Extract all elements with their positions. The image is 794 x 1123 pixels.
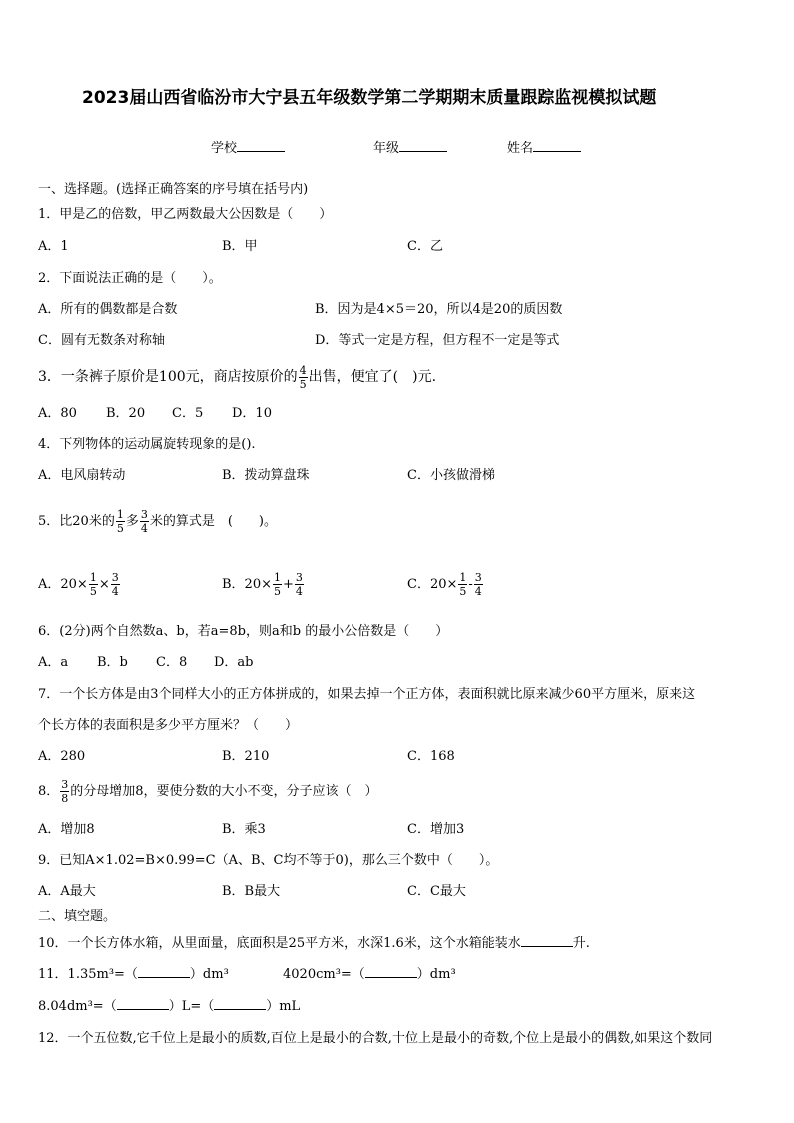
answer-blank[interactable] — [214, 1009, 266, 1010]
question-5-fraction-1 — [116, 509, 125, 534]
fraction-numerator: 3 — [111, 571, 119, 584]
question-11-text-2: ）dm³ — [189, 967, 229, 982]
question-8-option-b[interactable]: B．乘3 — [222, 822, 266, 837]
fraction-numerator: 3 — [295, 571, 303, 584]
section-heading-fill-in: 二、填空题。 — [38, 909, 117, 924]
question-1-option-c[interactable]: C．乙 — [407, 239, 443, 254]
fraction-denominator: 5 — [89, 585, 97, 598]
question-3-fraction — [299, 365, 308, 390]
question-6-option-d[interactable]: D．ab — [214, 655, 254, 670]
fraction-denominator: 4 — [111, 585, 119, 598]
question-3-option-b[interactable]: B．20 — [106, 406, 146, 421]
question-7-stem-line-2: 个长方体的表面积是多少平方厘米？（ ） — [38, 718, 299, 733]
fraction-numerator: 1 — [89, 571, 97, 584]
question-11-text-4: ）dm³ — [416, 967, 456, 982]
question-7-option-b[interactable]: B．210 — [222, 749, 270, 764]
school-field[interactable] — [211, 142, 285, 155]
question-8-option-c[interactable]: C．增加3 — [407, 822, 465, 837]
question-5-text-mid: 多 — [125, 514, 139, 529]
school-label: 学校 — [211, 141, 238, 156]
question-2-stem: 2．下面说法正确的是（ ）。 — [38, 271, 222, 286]
question-5-option-c[interactable] — [407, 568, 484, 602]
option-fraction-1 — [273, 572, 282, 597]
grade-field[interactable] — [373, 142, 447, 155]
question-8-fraction — [60, 779, 69, 804]
question-3-option-a[interactable]: A．80 — [38, 406, 77, 421]
option-fraction-1 — [458, 572, 467, 597]
question-8-text-pre: 8． — [38, 784, 60, 799]
question-1-option-b[interactable]: B．甲 — [222, 239, 258, 254]
question-11-text-5: 8.04dm³=（ — [38, 999, 117, 1014]
question-11-line-1b — [283, 968, 456, 981]
question-2-option-c[interactable]: C．圆有无数条对称轴 — [38, 333, 165, 348]
question-3-stem — [38, 360, 436, 394]
question-3-text-pre: 3．一条裤子原价是100元，商店按原价的 — [38, 369, 298, 385]
question-3-option-c[interactable]: C．5 — [172, 406, 204, 421]
question-5-text-pre: 5．比20米的 — [38, 514, 115, 529]
answer-blank[interactable] — [365, 977, 417, 978]
option-label: B．20× — [222, 577, 272, 592]
name-field[interactable] — [507, 142, 581, 155]
fraction-numerator: 1 — [116, 508, 124, 521]
question-8-text-post: 的分母增加8，要使分数的大小不变，分子应该（ ） — [70, 784, 378, 799]
fraction-denominator: 4 — [295, 585, 303, 598]
grade-blank[interactable] — [399, 151, 447, 152]
question-6-option-a[interactable]: A．a — [38, 655, 69, 670]
school-blank[interactable] — [237, 151, 285, 152]
fraction-numerator: 3 — [474, 571, 482, 584]
question-6-option-b[interactable]: B．b — [97, 655, 128, 670]
option-fraction-2 — [295, 572, 304, 597]
question-1-stem: 1．甲是乙的倍数，甲乙两数最大公因数是（ ） — [38, 207, 333, 222]
question-7-stem-line-1: 7．一个长方体是由3个同样大小的正方体拼成的，如果去掉一个正方体，表面积就比原来减少60平方厘米，原来这 — [38, 687, 696, 702]
question-8-stem — [38, 775, 378, 809]
question-11-text-7: ）mL — [266, 999, 301, 1014]
question-9-option-b[interactable]: B．B最大 — [222, 884, 281, 899]
question-7-option-c[interactable]: C．168 — [407, 749, 455, 764]
question-8-option-a[interactable]: A．增加8 — [38, 822, 95, 837]
fraction-numerator: 3 — [61, 778, 69, 791]
option-operator: - — [468, 577, 473, 592]
fraction-denominator: 4 — [474, 585, 482, 598]
option-fraction-1 — [89, 572, 98, 597]
question-5-option-a[interactable] — [38, 568, 121, 602]
fraction-numerator: 4 — [299, 363, 307, 377]
fraction-denominator: 5 — [274, 585, 281, 598]
question-4-stem: 4．下列物体的运动属旋转现象的是(). — [38, 437, 256, 452]
question-5-stem — [38, 505, 277, 539]
name-label: 姓名 — [507, 141, 534, 156]
question-9-option-a[interactable]: A．A最大 — [38, 884, 96, 899]
fraction-denominator: 5 — [116, 522, 124, 535]
question-9-stem: 9．已知A×1.02=B×0.99=C（A、B、C均不等于0)，那么三个数中（ ）。 — [38, 853, 499, 868]
question-11-text-6: ）L=（ — [168, 999, 215, 1014]
question-6-option-c[interactable]: C．8 — [156, 655, 188, 670]
option-label: C．20× — [407, 577, 458, 592]
question-2-option-b[interactable]: B．因为是4×5＝20，所以4是20的质因数 — [315, 302, 563, 317]
question-9-option-c[interactable]: C．C最大 — [407, 884, 466, 899]
fraction-denominator: 5 — [299, 377, 307, 391]
option-fraction-2 — [111, 572, 120, 597]
question-10-text-post: 升. — [572, 936, 590, 951]
answer-blank[interactable] — [521, 946, 573, 947]
option-operator: × — [98, 577, 110, 592]
grade-label: 年级 — [373, 141, 400, 156]
fraction-denominator: 5 — [459, 585, 467, 598]
name-blank[interactable] — [533, 151, 581, 152]
question-4-option-c[interactable]: C．小孩做滑梯 — [407, 468, 495, 483]
question-11-line-1 — [38, 968, 229, 981]
page-title: 2023届山西省临汾市大宁县五年级数学第二学期期末质量跟踪监视模拟试题 — [82, 88, 657, 108]
fraction-numerator: 1 — [274, 571, 281, 584]
question-5-option-b[interactable] — [222, 568, 305, 602]
fraction-numerator: 1 — [459, 571, 467, 584]
fraction-numerator: 3 — [140, 508, 148, 521]
question-11-text-3: 4020cm³=（ — [283, 967, 365, 982]
question-2-option-a[interactable]: A．所有的偶数都是合数 — [38, 302, 178, 317]
fraction-denominator: 8 — [61, 792, 69, 805]
question-12-stem-line-1: 12．一个五位数,它千位上是最小的质数,百位上是最小的合数,十位上是最小的奇数,个位上是最小的偶数,如果这个数同 — [38, 1031, 713, 1046]
option-fraction-2 — [474, 572, 483, 597]
section-heading-choice: 一、选择题。(选择正确答案的序号填在括号内) — [38, 182, 309, 197]
question-3-text-post: 出售，便宜了( )元. — [308, 369, 437, 385]
question-6-stem: 6．(2分)两个自然数a、b，若a=8b，则a和b 的最小公倍数是（ ） — [38, 624, 449, 639]
question-10-stem — [38, 937, 590, 950]
question-10-text-pre: 10．一个长方体水箱，从里面量，底面积是25平方米，水深1.6米，这个水箱能装水 — [38, 936, 521, 951]
question-4-option-b[interactable]: B．拨动算盘珠 — [222, 468, 310, 483]
question-1-option-a[interactable]: A．1 — [38, 239, 69, 254]
question-11-line-2 — [38, 1000, 300, 1013]
question-11-text-1: 11．1.35m³=（ — [38, 967, 138, 982]
question-7-option-a[interactable]: A．280 — [38, 749, 86, 764]
answer-blank[interactable] — [138, 977, 190, 978]
question-5-fraction-2 — [140, 509, 149, 534]
option-label: A．20× — [38, 577, 88, 592]
option-operator: + — [283, 577, 294, 592]
question-5-text-post: 米的算式是 ( )。 — [149, 514, 277, 529]
question-3-option-d[interactable]: D．10 — [232, 406, 272, 421]
question-2-option-d[interactable]: D．等式一定是方程，但方程不一定是等式 — [315, 333, 560, 348]
fraction-denominator: 4 — [140, 522, 148, 535]
question-4-option-a[interactable]: A．电风扇转动 — [38, 468, 126, 483]
answer-blank[interactable] — [117, 1009, 169, 1010]
